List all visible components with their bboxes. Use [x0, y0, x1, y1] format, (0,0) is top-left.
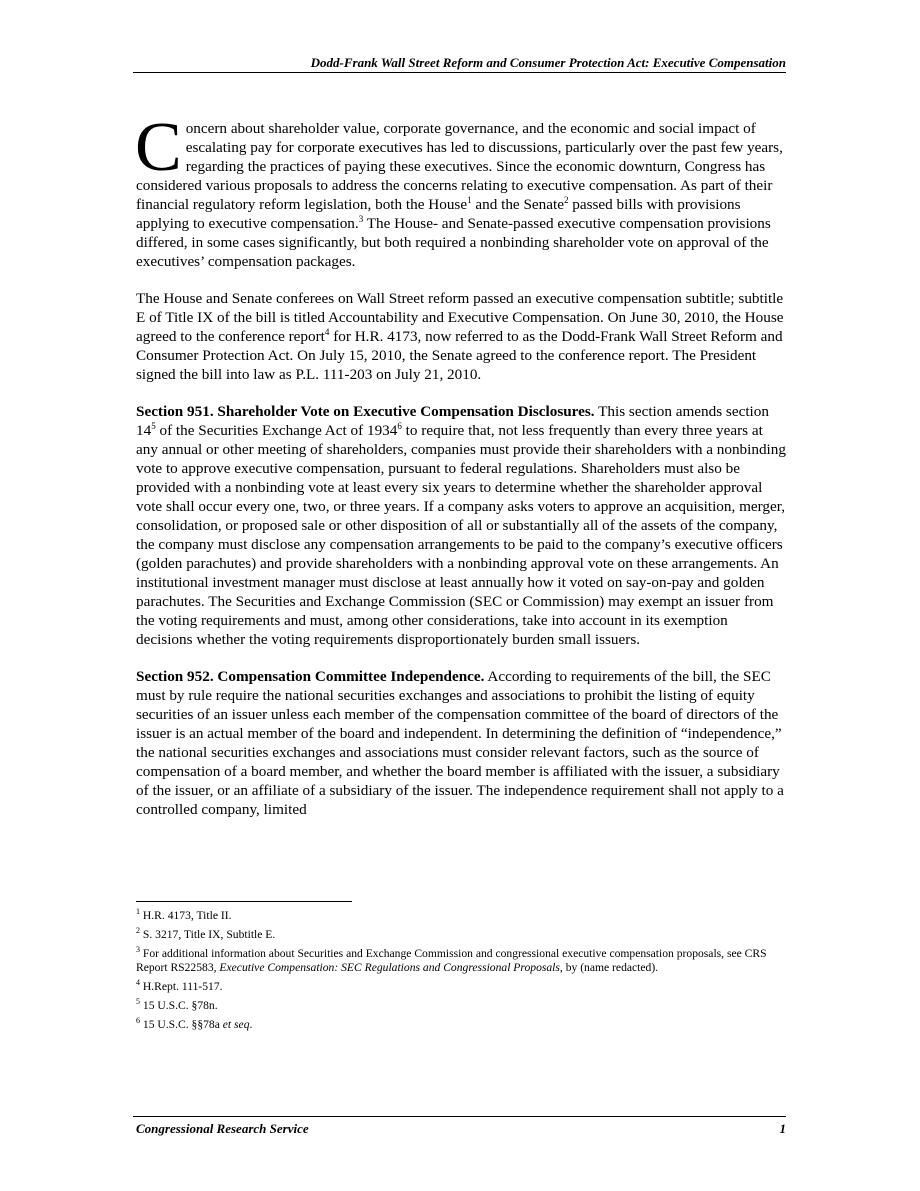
- running-header: Dodd-Frank Wall Street Reform and Consumer Protection Act: Executive Compensation: [310, 55, 786, 70]
- drop-cap: C: [135, 109, 182, 186]
- footnote-text: H.R. 4173, Title II.: [142, 909, 232, 922]
- section-952-paragraph: [136, 667, 786, 819]
- intro-paragraph-1: [135, 109, 786, 271]
- footnote-number: 1: [136, 907, 140, 916]
- body-text: [135, 109, 786, 837]
- footnote-ref-2: 2: [563, 195, 569, 205]
- footnote-ref-1: 1: [467, 195, 472, 205]
- section-951-text-c: to require that, not less frequently than every three years at any annual or other meeting of shareholders, companies must provide their shareholders with a nonbinding vote to approve executive compensation, pursuant to federal regulations. Shareholders must also be provided with a nonbinding vote at least every six years to determine whether the shareholder approval vote shall occur every one, two, or three years. If a company asks voters to approve an acquisition, merger, consolidation, or proposed sale or other disposition of all or substantially all of the assets of the company, the company must disclose any compensation arrangements to be paid to the company’s executive officers (golden parachutes) and provide shareholders with a nonbinding approval vote on these arrangements. An institutional investment manager must disclose at least annually how it voted on say-on-pay and golden parachutes. The Securities and Exchange Commission (SEC or Commission) may exempt an issuer from the voting requirements and must, among other considerations, take into account in its exemption decisions whether the voting requirements disproportionately burden small issuers.: [136, 422, 786, 648]
- footnote-ref-6: 6: [397, 421, 402, 431]
- footnote-text: 15 U.S.C. §§78a: [142, 1018, 223, 1031]
- footnote-number: 6: [136, 1016, 140, 1025]
- section-952-text: According to requirements of the bill, the SEC must by rule require the national securities exchanges and associations to prohibit the listing of equity securities of an issuer unless each member of the compensation committee of the board of directors of the issuer is an actual member of the board and independent. In determining the definition of “independence,” the national securities exchanges and associations must consider relevant factors, such as the source of compensation of a board member, and whether the board member is affiliated with the issuer, a subsidiary of the issuer, or an affiliate of a subsidiary of the issuer. The independence requirement shall not apply to a controlled company, limited: [136, 668, 784, 818]
- section-951-text-a: This section amends section 14: [136, 403, 769, 439]
- footnote-ref-4: 4: [324, 327, 330, 337]
- footnote-rule: [136, 901, 352, 902]
- intro-text-b: and the Senate: [471, 196, 564, 213]
- section-951-heading: Section 951. Shareholder Vote on Executive Compensation Disclosures.: [136, 403, 595, 420]
- footnote-text: S. 3217, Title IX, Subtitle E.: [142, 928, 276, 941]
- footnote-3: [136, 947, 786, 975]
- intro-text-c: passed bills with provisions applying to executive compensation.: [136, 196, 741, 232]
- footnote-1: [136, 909, 786, 923]
- footnote-6: [136, 1018, 786, 1032]
- footnote-text: 15 U.S.C. §78n.: [142, 999, 218, 1012]
- footnote-number: 2: [136, 926, 140, 935]
- footnote-number: 4: [136, 978, 140, 987]
- section-951-paragraph: [136, 402, 786, 649]
- footnote-text: For additional information about Securities and Exchange Commission and congressional executive compensation proposals, see CRS Report RS22583,: [136, 947, 767, 974]
- footnote-text-end: , by (name redacted).: [559, 961, 659, 974]
- intro2-text-b: for H.R. 4173, now referred to as the Dodd-Frank Wall Street Reform and Consumer Protection Act. On July 15, 2010, the Senate agreed to the conference report. The President signed the bill into law as P.L. 111-203 on July 21, 2010.: [136, 328, 783, 383]
- intro-text-d: The House- and Senate-passed executive compensation provisions differed, in some cases significantly, but both required a nonbinding shareholder vote on approval of the executives’ compensation packages.: [136, 215, 771, 270]
- footnote-ref-3: 3: [358, 214, 364, 224]
- section-952-heading: Section 952. Compensation Committee Independence.: [136, 668, 485, 685]
- header-rule: [133, 72, 786, 73]
- footnotes: [136, 909, 786, 1037]
- footnote-report-title: Executive Compensation: SEC Regulations and Congressional Proposals: [219, 961, 560, 974]
- footer-rule: [133, 1116, 786, 1117]
- footnote-ref-5: 5: [151, 421, 156, 431]
- footnote-et-seq: et seq: [222, 1018, 250, 1031]
- footer-source: Congressional Research Service: [136, 1121, 309, 1136]
- section-951-text-b: of the Securities Exchange Act of 1934: [155, 422, 398, 439]
- intro-paragraph-2: [136, 289, 786, 384]
- footnote-2: [136, 928, 786, 942]
- footnote-text-end: .: [249, 1018, 253, 1031]
- footnote-text: H.Rept. 111-517.: [142, 980, 223, 993]
- footnote-number: 3: [136, 945, 140, 954]
- footnote-5: [136, 999, 786, 1013]
- footnote-4: [136, 980, 786, 994]
- footnote-number: 5: [136, 997, 140, 1006]
- page-number: 1: [779, 1121, 786, 1136]
- intro2-text-a: The House and Senate conferees on Wall Street reform passed an executive compensation subtitle; subtitle E of Title IX of the bill is titled Accountability and Executive Compensation. On June 30, 2010, the House agreed to the conference report: [136, 290, 784, 345]
- intro-text-a: oncern about shareholder value, corporate governance, and the economic and social impact of escalating pay for corporate executives has led to discussions, particularly over the past few years, regarding the practices of paying these executives. Since the economic downturn, Congress has considered various proposals to address the concerns relating to executive compensation. As part of their financial regulatory reform legislation, both the House: [136, 120, 783, 213]
